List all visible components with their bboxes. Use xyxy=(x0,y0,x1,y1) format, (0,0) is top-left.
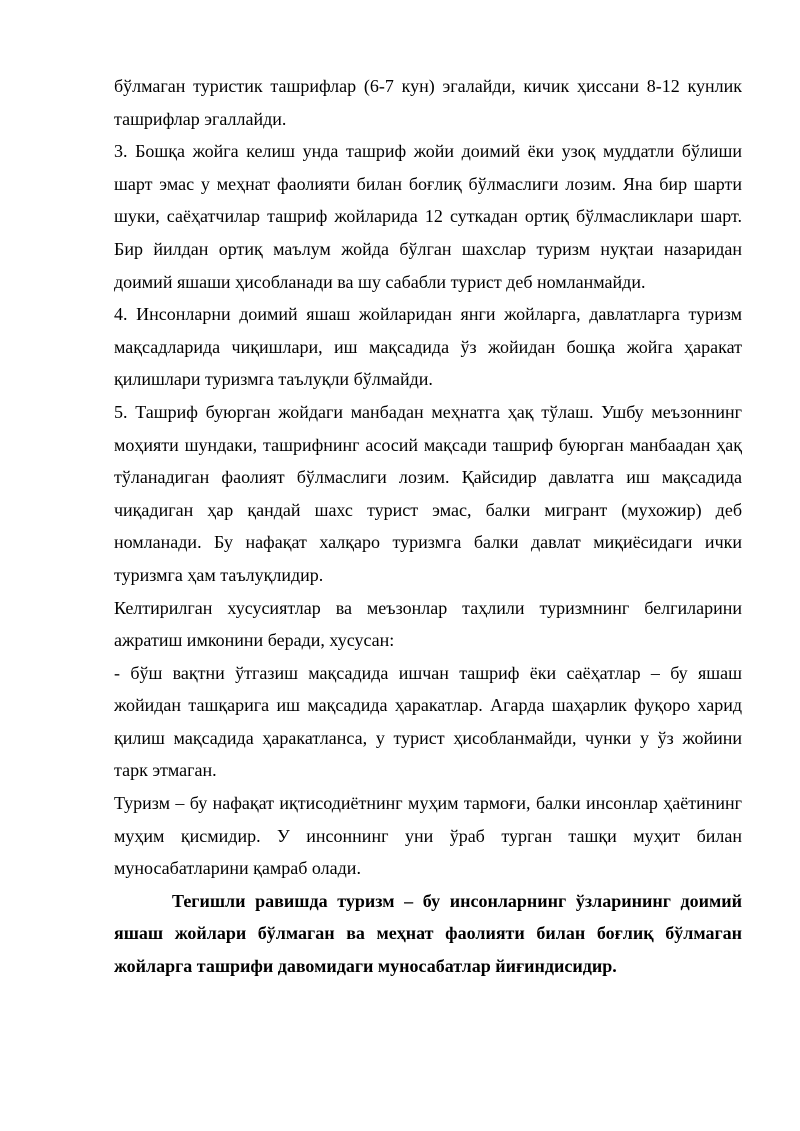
paragraph-point-3: 3. Бошқа жойга келиш унда ташриф жойи доимий ёки узоқ муддатли бўлиши шарт эмас у меҳнат фаолияти билан боғлиқ бўлмаслиги лозим. Яна бир шарти шуки, саёҳатчилар ташриф жойларида 12 суткадан ортиқ бўлмасликлари шарт. Бир йилдан ортиқ маълум жойда бўлган шахслар туризм нуқтаи назаридан доимий яшаши ҳисобланади ва шу сабабли турист деб номланмайди. xyxy=(114,141,742,292)
document-body xyxy=(114,70,742,983)
paragraph-analysis: Келтирилган хусусиятлар ва меъзонлар таҳлили туризмнинг белгиларини ажратиш имконини беради, хусусан: xyxy=(114,597,742,651)
paragraph-continuation: бўлмаган туристик ташрифлар (6-7 кун) эгалайди, кичик ҳиссани 8-12 кунлик ташрифлар эгаллайди. xyxy=(114,76,742,129)
paragraph-bullet: - бўш вақтни ўтгазиш мақсадида ишчан ташриф ёки саёҳатлар – бу яшаш жойидан ташқарига иш мақсадида ҳаракатлар. Агарда шаҳарлик фуқоро харид қилиш мақсадида ҳаракатланса, у турист ҳисобланмайди, чунки у ўз жойини тарк этмаган. xyxy=(114,662,742,781)
paragraph-point-4: 4. Инсонларни доимий яшаш жойларидан янги жойларга, давлатларга туризм мақсадларида чиқишлари, иш мақсадида ўз жойидан бошқа жойга ҳаракат қилишлари туризмга таълуқли бўлмайди. xyxy=(114,304,742,390)
paragraph-definition: Тегишли равишда туризм – бу инсонларнинг ўзларининг доимий яшаш жойлари бўлмаган ва меҳнат фаолияти билан боғлиқ бўлмаган жойларга ташрифи давомидаги муносабатлар йиғиндисидир. xyxy=(114,890,742,977)
paragraph-tourism: Туризм – бу нафақат иқтисодиётнинг муҳим тармоғи, балки инсонлар ҳаётининг муҳим қисмидир. У инсоннинг уни ўраб турган ташқи муҳит билан муносабатларини қамраб олади. xyxy=(114,793,742,879)
paragraph-point-5: 5. Ташриф буюрган жойдаги манбадан меҳнатга ҳақ тўлаш. Ушбу меъзоннинг моҳияти шундаки, ташрифнинг асосий мақсади ташриф буюрган манбаадан ҳақ тўланадиган фаолият бўлмаслиги лозим. Қайсидир давлатга иш мақсадида чиқадиган ҳар қандай шахс турист эмас, балки мигрант (мухожир) деб номланади. Бу нафақат халқаро туризмга балки давлат миқиёсидаги ички туризмга ҳам таълуқлидир. xyxy=(114,401,742,585)
